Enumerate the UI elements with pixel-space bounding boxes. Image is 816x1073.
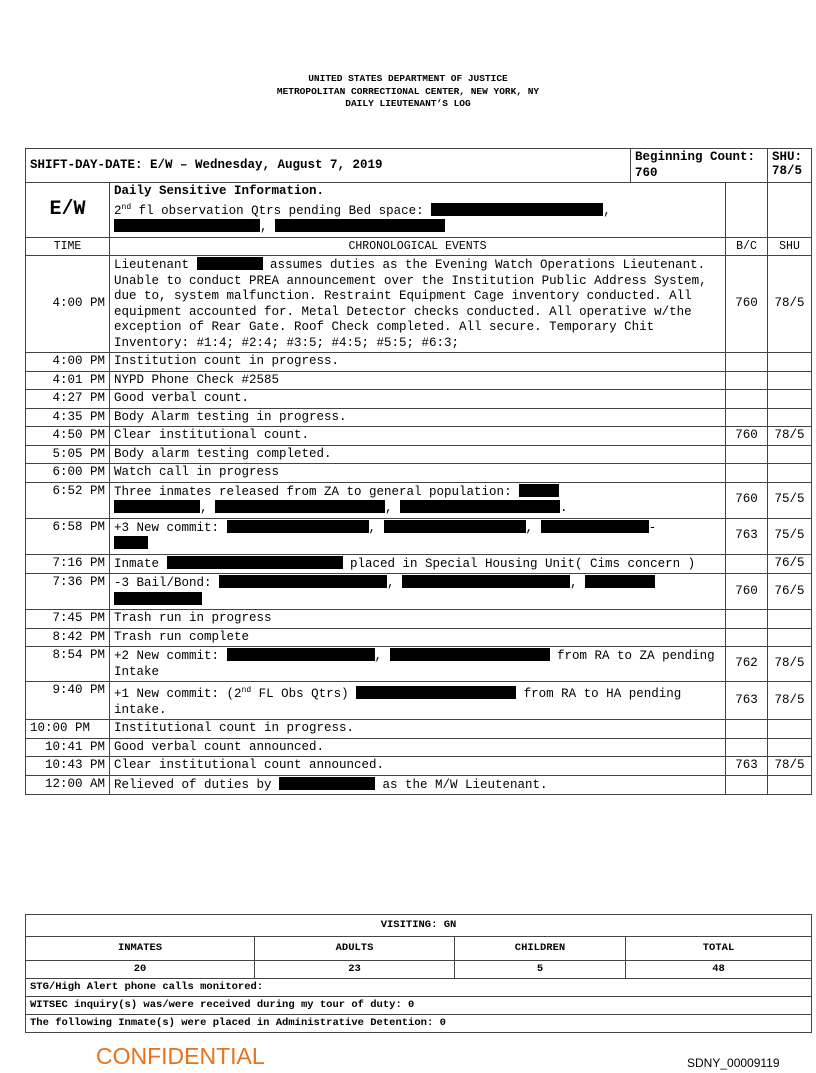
log-time: 8:42 PM <box>26 628 110 647</box>
log-shu <box>768 445 812 464</box>
log-event: Body alarm testing completed. <box>110 445 726 464</box>
log-bc <box>726 554 768 574</box>
redaction <box>541 520 649 533</box>
ordinal-suffix: nd <box>121 202 132 212</box>
visiting-total: 48 <box>626 961 812 979</box>
confidential-stamp: CONFIDENTIAL <box>96 1043 265 1069</box>
redaction <box>114 219 260 232</box>
log-shu: 76/5 <box>768 554 812 574</box>
redaction <box>402 575 570 588</box>
visiting-header-children: CHILDREN <box>455 937 626 961</box>
log-event: Institution count in progress. <box>110 353 726 372</box>
log-bc: 760 <box>726 574 768 610</box>
witsec-inquiry: WITSEC inquiry(s) was/were received during my tour of duty: 0 <box>26 997 812 1015</box>
log-time: 9:40 PM <box>26 682 110 720</box>
header-log-title: DAILY LIEUTENANT’S LOG <box>345 98 471 109</box>
column-events: CHRONOLOGICAL EVENTS <box>110 237 726 256</box>
log-row <box>26 427 812 446</box>
log-bc: 760 <box>726 482 768 518</box>
log-bc: 762 <box>726 647 768 682</box>
visiting-title: VISITING: GN <box>26 915 812 937</box>
log-time: 4:50 PM <box>26 427 110 446</box>
log-event <box>110 775 726 795</box>
log-event: Good verbal count. <box>110 390 726 409</box>
log-bc <box>726 610 768 629</box>
sensitive-info-row <box>26 183 812 238</box>
log-event-text: assumes duties as the Evening Watch Operations Lieutenant. Unable to conduct PREA announcement over the Institution Public Address System, due to, system malfunction. Restraint Equipment Cage inventory conducted. All equipment accounted for. Metal Detector checks conducted. All operative w/the exception of Rear Gate. Roof Check completed. All secure. Temporary Chit Inventory: #1:4; #2:4; #3:5; #4:5; #5:5; #6:3; <box>114 258 707 350</box>
log-bc: 763 <box>726 757 768 776</box>
log-event: Watch call in progress <box>110 464 726 483</box>
redaction <box>390 648 550 661</box>
redaction <box>227 648 375 661</box>
shift-day-date: SHIFT-DAY-DATE: E/W – Wednesday, August 7, 2019 <box>26 149 631 183</box>
log-time: 8:54 PM <box>26 647 110 682</box>
log-time: 4:00 PM <box>26 353 110 372</box>
lieutenant-log-table <box>25 148 812 795</box>
log-bc: 760 <box>726 256 768 353</box>
log-row <box>26 738 812 757</box>
log-time: 4:00 PM <box>26 256 110 353</box>
ordinal-suffix: nd <box>241 686 252 696</box>
log-time: 4:01 PM <box>26 371 110 390</box>
sensitive-info-text: fl observation Qtrs pending Bed space: <box>131 203 432 218</box>
log-bc <box>726 628 768 647</box>
log-shu <box>768 628 812 647</box>
log-event-text: +2 New commit: <box>114 649 227 664</box>
redaction <box>279 777 375 790</box>
redaction <box>275 219 445 232</box>
log-row <box>26 518 812 554</box>
log-time: 5:05 PM <box>26 445 110 464</box>
log-event-text: +1 New commit: (2 <box>114 687 242 702</box>
log-time: 6:52 PM <box>26 482 110 518</box>
log-event-text: +3 New commit: <box>114 520 227 535</box>
beginning-count: Beginning Count: 760 <box>631 149 768 183</box>
redaction <box>219 575 387 588</box>
log-event-text: placed in Special Housing Unit( Cims concern ) <box>342 556 696 571</box>
log-bc <box>726 738 768 757</box>
visiting-header-adults: ADULTS <box>255 937 455 961</box>
column-header-row <box>26 237 812 256</box>
log-row <box>26 554 812 574</box>
log-event <box>110 554 726 574</box>
log-row <box>26 647 812 682</box>
log-event-text: as the M/W Lieutenant. <box>375 777 548 792</box>
log-shu <box>768 720 812 739</box>
log-event-text: Lieutenant <box>114 258 197 273</box>
log-time: 4:27 PM <box>26 390 110 409</box>
redaction <box>215 500 385 513</box>
log-row <box>26 757 812 776</box>
shift-row <box>26 149 812 183</box>
log-time: 10:43 PM <box>26 757 110 776</box>
log-bc <box>726 408 768 427</box>
log-time: 10:00 PM <box>26 720 110 739</box>
log-time: 6:58 PM <box>26 518 110 554</box>
redaction <box>585 575 655 588</box>
log-row <box>26 445 812 464</box>
log-row <box>26 408 812 427</box>
visiting-header-inmates: INMATES <box>26 937 255 961</box>
log-row <box>26 464 812 483</box>
log-event: Trash run complete <box>110 628 726 647</box>
log-event <box>110 682 726 720</box>
log-bc <box>726 390 768 409</box>
log-shu: 75/5 <box>768 482 812 518</box>
document-header <box>0 73 816 111</box>
empty-cell <box>768 183 812 238</box>
log-bc: 760 <box>726 427 768 446</box>
log-shu <box>768 408 812 427</box>
visiting-table <box>25 914 812 1033</box>
log-bc <box>726 353 768 372</box>
log-event-text: FL Obs Qtrs) <box>251 687 357 702</box>
redaction <box>114 536 148 549</box>
log-row <box>26 720 812 739</box>
log-shu <box>768 775 812 795</box>
log-row <box>26 775 812 795</box>
log-bc <box>726 464 768 483</box>
log-shu <box>768 390 812 409</box>
log-shu <box>768 371 812 390</box>
log-shu: 78/5 <box>768 647 812 682</box>
log-event: Trash run in progress <box>110 610 726 629</box>
log-event: Good verbal count announced. <box>110 738 726 757</box>
log-shu <box>768 610 812 629</box>
log-event: +3 New commit: , , - <box>110 518 726 554</box>
log-event: Body Alarm testing in progress. <box>110 408 726 427</box>
log-bc <box>726 720 768 739</box>
log-event-text: Three inmates released from ZA to general population: <box>114 484 520 499</box>
log-time: 4:35 PM <box>26 408 110 427</box>
redaction <box>384 520 526 533</box>
log-shu: 78/5 <box>768 427 812 446</box>
redaction <box>431 203 603 216</box>
log-event: +2 New commit: , from RA to ZA pending Intake <box>110 647 726 682</box>
log-time: 10:41 PM <box>26 738 110 757</box>
log-time: 12:00 AM <box>26 775 110 795</box>
log-row <box>26 628 812 647</box>
log-row <box>26 682 812 720</box>
log-bc <box>726 775 768 795</box>
log-event-text: Inmate <box>114 556 167 571</box>
redaction <box>114 592 202 605</box>
sensitive-info-title: Daily Sensitive Information. <box>114 184 325 198</box>
log-event: Clear institutional count. <box>110 427 726 446</box>
redaction <box>356 686 516 699</box>
log-row <box>26 256 812 353</box>
log-shu: 75/5 <box>768 518 812 554</box>
redaction <box>519 484 559 497</box>
log-event: Institutional count in progress. <box>110 720 726 739</box>
log-shu <box>768 353 812 372</box>
sensitive-info: Daily Sensitive Information. 2nd fl observation Qtrs pending Bed space: , , <box>110 183 726 238</box>
log-event: Clear institutional count announced. <box>110 757 726 776</box>
log-time: 7:36 PM <box>26 574 110 610</box>
log-bc <box>726 445 768 464</box>
stg-calls: STG/High Alert phone calls monitored: <box>26 979 812 997</box>
visiting-header-total: TOTAL <box>626 937 812 961</box>
log-shu: 78/5 <box>768 682 812 720</box>
shu-count: SHU:78/5 <box>768 149 812 183</box>
log-row <box>26 353 812 372</box>
log-bc <box>726 371 768 390</box>
log-event-text: from RA to HA pending intake. <box>114 687 682 717</box>
column-time: TIME <box>26 237 110 256</box>
log-time: 6:00 PM <box>26 464 110 483</box>
empty-cell <box>726 183 768 238</box>
log-row <box>26 482 812 518</box>
log-row <box>26 390 812 409</box>
bates-number: SDNY_00009119 <box>687 1056 780 1070</box>
log-shu <box>768 464 812 483</box>
log-event: -3 Bail/Bond: , , <box>110 574 726 610</box>
log-event-text: from RA to ZA pending Intake <box>114 649 715 679</box>
redaction <box>227 520 369 533</box>
log-row <box>26 371 812 390</box>
log-shu <box>768 738 812 757</box>
log-shu: 78/5 <box>768 757 812 776</box>
redaction <box>197 257 263 270</box>
column-bc: B/C <box>726 237 768 256</box>
visiting-children: 5 <box>455 961 626 979</box>
log-time: 7:16 PM <box>26 554 110 574</box>
redaction <box>400 500 560 513</box>
header-agency: UNITED STATES DEPARTMENT OF JUSTICE <box>308 73 508 84</box>
header-institution: METROPOLITAN CORRECTIONAL CENTER, NEW YORK, NY <box>276 85 540 97</box>
shift-code: E/W <box>26 183 110 238</box>
log-event: NYPD Phone Check #2585 <box>110 371 726 390</box>
log-row <box>26 574 812 610</box>
column-shu: SHU <box>768 237 812 256</box>
log-shu: 76/5 <box>768 574 812 610</box>
log-event-text: -3 Bail/Bond: <box>114 576 220 591</box>
admin-detention: The following Inmate(s) were placed in Administrative Detention: 0 <box>26 1015 812 1033</box>
visiting-inmates: 20 <box>26 961 255 979</box>
redaction <box>114 500 200 513</box>
redaction <box>167 556 343 569</box>
log-bc: 763 <box>726 518 768 554</box>
sensitive-info-text: 2 <box>114 203 122 218</box>
visiting-adults: 23 <box>255 961 455 979</box>
log-bc: 763 <box>726 682 768 720</box>
log-shu: 78/5 <box>768 256 812 353</box>
log-row <box>26 610 812 629</box>
log-event-text: Relieved of duties by <box>114 777 280 792</box>
log-event: Three inmates released from ZA to general population: , , . <box>110 482 726 518</box>
log-event <box>110 256 726 353</box>
log-time: 7:45 PM <box>26 610 110 629</box>
